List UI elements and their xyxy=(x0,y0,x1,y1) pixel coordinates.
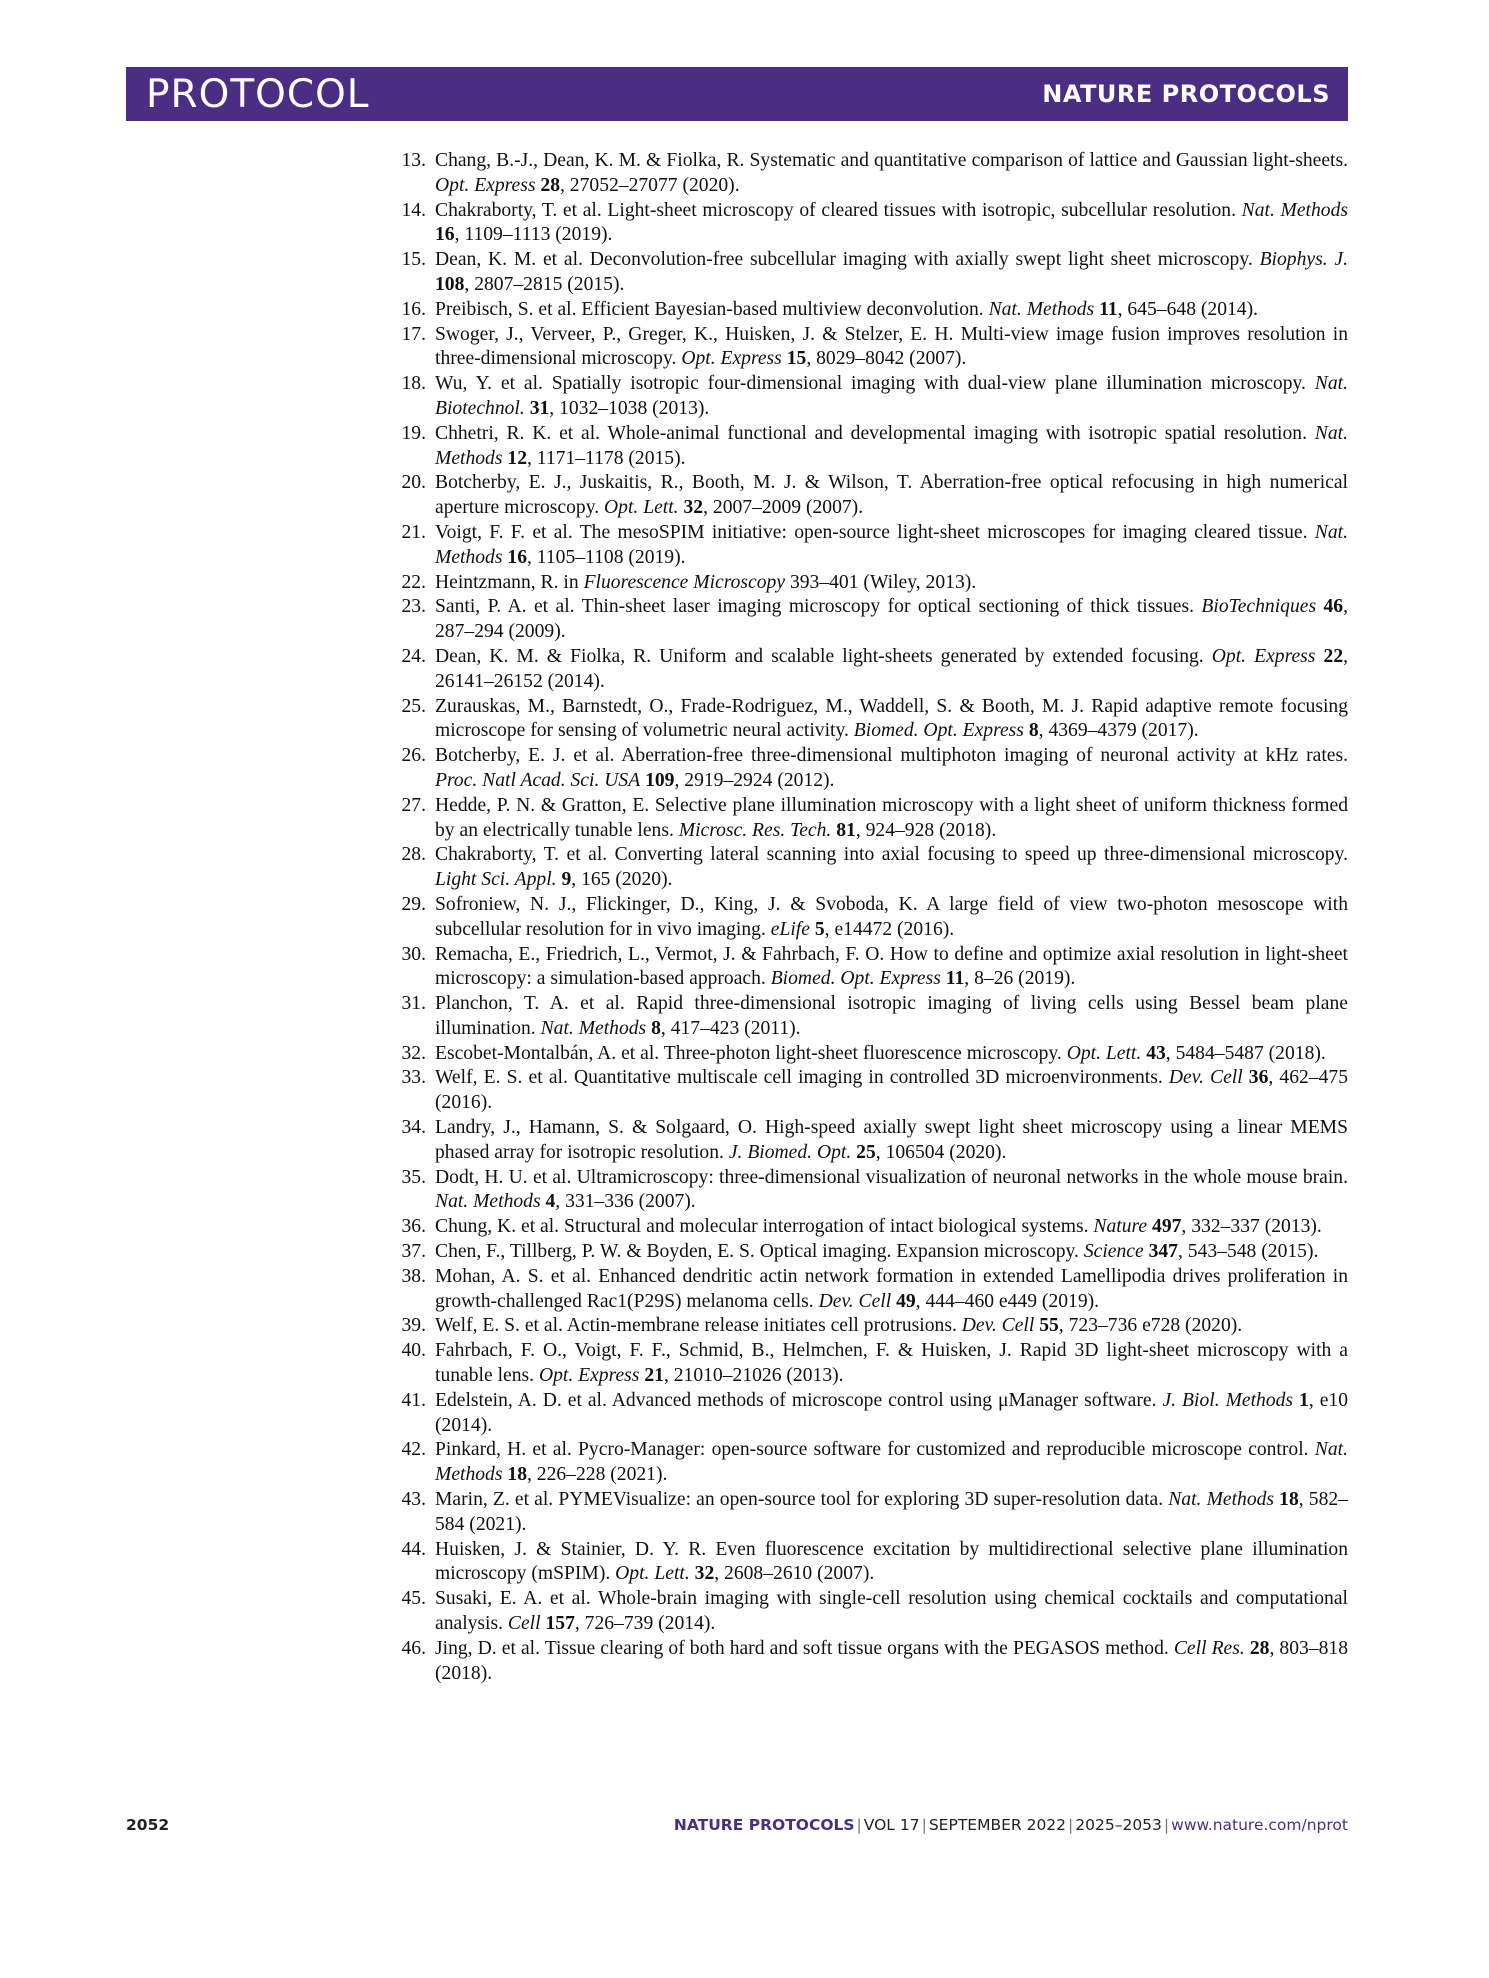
reference-text xyxy=(435,1489,1348,1535)
reference-text xyxy=(435,572,976,593)
reference-segment: Planchon, T. A. et al. Rapid three-dimensional isotropic imaging of living cells using Bessel beam plane illumination. xyxy=(435,993,1348,1039)
reference-number: 20. xyxy=(401,472,426,494)
reference-volume: 11 xyxy=(945,968,965,990)
separator: | xyxy=(856,1816,862,1834)
reference-volume: 8 xyxy=(651,1017,661,1039)
reference-item xyxy=(390,1538,1348,1588)
reference-item xyxy=(390,1265,1348,1315)
reference-volume: 1 xyxy=(1299,1389,1309,1411)
reference-segment: , 723–736 e728 (2020). xyxy=(1058,1315,1243,1337)
reference-segment: , 2007–2009 (2007). xyxy=(703,497,864,519)
reference-journal: Opt. Lett. xyxy=(615,1563,690,1585)
reference-segment: , 21010–21026 (2013). xyxy=(663,1365,844,1387)
reference-segment: Swoger, J., Verveer, P., Greger, K., Huisken, J. & Stelzer, E. H. Multi-view image fusion improves resolution in three-dimensional microscopy. xyxy=(435,323,1348,370)
reference-segment: , 1171–1178 (2015). xyxy=(526,447,686,469)
reference-number: 37. xyxy=(401,1241,426,1263)
reference-segment: , 1105–1108 (2019). xyxy=(526,546,686,568)
reference-segment: , 331–336 (2007). xyxy=(555,1191,696,1213)
reference-segment: Preibisch, S. et al. Efficient Bayesian-based multiview deconvolution. xyxy=(435,298,989,320)
reference-volume: 32 xyxy=(694,1563,715,1585)
reference-text xyxy=(435,646,1348,692)
reference-text xyxy=(435,944,1348,990)
reference-text xyxy=(435,249,1348,295)
reference-segment: , 1032–1038 (2013). xyxy=(549,397,710,419)
reference-number: 42. xyxy=(401,1439,426,1461)
reference-number: 43. xyxy=(401,1489,426,1511)
footer-journal-name: NATURE PROTOCOLS xyxy=(673,1816,855,1834)
reference-segment: Chhetri, R. K. et al. Whole-animal functional and developmental imaging with isotropic spatial resolution. xyxy=(435,422,1315,444)
reference-number: 41. xyxy=(401,1389,426,1411)
reference-volume: 46 xyxy=(1323,596,1344,618)
reference-journal: Dev. Cell xyxy=(818,1290,892,1312)
section-label: PROTOCOL xyxy=(146,71,370,117)
reference-item xyxy=(390,149,1348,199)
reference-segment: , 803–818 (2018). xyxy=(435,1637,1348,1684)
reference-segment: Santi, P. A. et al. Thin-sheet laser imaging microscopy for optical sectioning of thick tissues. xyxy=(435,596,1202,618)
reference-number: 45. xyxy=(401,1588,426,1610)
reference-text xyxy=(435,1043,1326,1064)
reference-segment: , 462–475 (2016). xyxy=(435,1067,1349,1114)
reference-text xyxy=(435,894,1348,940)
reference-volume: 81 xyxy=(836,819,856,841)
reference-volume: 9 xyxy=(561,869,572,891)
reference-segment: , 543–548 (2015). xyxy=(1177,1241,1319,1263)
reference-segment: , 924–928 (2018). xyxy=(855,819,997,841)
reference-number: 16. xyxy=(401,298,426,320)
reference-number: 36. xyxy=(401,1216,426,1238)
reference-text xyxy=(435,1216,1322,1237)
reference-journal: Opt. Express xyxy=(1211,645,1316,667)
reference-journal: Biomed. Opt. Express xyxy=(770,968,941,990)
reference-journal: Nat. Methods xyxy=(435,521,1348,568)
reference-segment: , 2919–2924 (2012). xyxy=(674,769,835,791)
reference-volume: 108 xyxy=(435,273,465,295)
reference-volume: 49 xyxy=(896,1290,916,1312)
reference-segment: , 2608–2610 (2007). xyxy=(714,1563,875,1585)
reference-item xyxy=(390,1240,1348,1265)
reference-text xyxy=(435,299,1258,320)
reference-segment: Remacha, E., Friedrich, L., Vermot, J. & Fahrbach, F. O. How to define and optimize axial resolution in light-sheet microscopy: a simulation-based approach. xyxy=(435,943,1348,990)
footer-pages: 2025–2053 xyxy=(1075,1816,1162,1834)
reference-segment: , 4369–4379 (2017). xyxy=(1038,720,1199,742)
reference-segment: Escobet-Montalbán, A. et al. Three-photon light-sheet fluorescence microscopy. xyxy=(435,1042,1067,1064)
reference-text xyxy=(435,1067,1348,1113)
reference-item xyxy=(390,521,1348,571)
reference-segment: Botcherby, E. J. et al. Aberration-free three-dimensional multiphoton imaging of neuronal activity at kHz rates. xyxy=(435,745,1348,767)
reference-text xyxy=(435,795,1348,841)
reference-text xyxy=(435,596,1348,642)
reference-item xyxy=(390,1215,1348,1240)
reference-item xyxy=(390,1438,1348,1488)
reference-text xyxy=(435,1539,1348,1585)
reference-list xyxy=(390,149,1348,1686)
page-number: 2052 xyxy=(126,1816,170,1834)
header-bar xyxy=(126,67,1348,121)
reference-item xyxy=(390,1066,1348,1116)
reference-journal: Proc. Natl Acad. Sci. USA xyxy=(435,769,641,791)
reference-volume: 55 xyxy=(1039,1315,1059,1337)
reference-segment: , 2807–2815 (2015). xyxy=(464,273,625,295)
reference-journal: Cell xyxy=(507,1613,541,1635)
reference-number: 23. xyxy=(401,596,426,618)
reference-journal: Fluorescence Microscopy xyxy=(583,571,786,593)
reference-journal: Dev. Cell xyxy=(1168,1067,1243,1089)
reference-segment: , 165 (2020). xyxy=(571,869,673,891)
reference-item xyxy=(390,1488,1348,1538)
reference-segment: Edelstein, A. D. et al. Advanced methods of microscope control using μManager software. xyxy=(435,1389,1163,1411)
reference-item xyxy=(390,992,1348,1042)
reference-journal: J. Biomed. Opt. xyxy=(728,1141,852,1163)
reference-journal: Nat. Methods xyxy=(988,298,1095,320)
reference-volume: 109 xyxy=(645,769,675,791)
reference-number: 39. xyxy=(401,1315,426,1337)
reference-text xyxy=(435,844,1348,890)
reference-segment: , 444–460 e449 (2019). xyxy=(915,1290,1100,1312)
reference-number: 19. xyxy=(401,422,426,444)
reference-volume: 5 xyxy=(814,918,825,940)
reference-segment: Huisken, J. & Stainier, D. Y. R. Even fluorescence excitation by multidirectional selective plane illumination microscopy (mSPIM). xyxy=(435,1538,1348,1585)
reference-segment: , 332–337 (2013). xyxy=(1181,1216,1322,1238)
reference-journal: Opt. Express xyxy=(538,1365,640,1387)
reference-item xyxy=(390,595,1348,645)
footer-date: SEPTEMBER 2022 xyxy=(928,1816,1067,1834)
reference-number: 38. xyxy=(401,1265,426,1287)
reference-journal: Dev. Cell xyxy=(961,1315,1035,1337)
reference-segment: Chen, F., Tillberg, P. W. & Boyden, E. S. Optical imaging. Expansion microscopy. xyxy=(435,1241,1084,1263)
reference-segment: , 27052–27077 (2020). xyxy=(560,174,740,196)
reference-segment: Welf, E. S. et al. Quantitative multiscale cell imaging in controlled 3D microenvironments. xyxy=(435,1067,1169,1089)
reference-volume: 347 xyxy=(1148,1241,1178,1263)
reference-text xyxy=(435,1390,1348,1436)
reference-segment: Sofroniew, N. J., Flickinger, D., King, J. & Svoboda, K. A large field of view two-photon mesoscope with subcellular resolution for in vivo imaging. xyxy=(435,893,1348,940)
reference-segment: Zurauskas, M., Barnstedt, O., Frade-Rodriguez, M., Waddell, S. & Booth, M. J. Rapid adaptive remote focusing microscope for sensing of volumetric neural activity. xyxy=(435,695,1348,742)
reference-text xyxy=(435,1588,1348,1634)
reference-item xyxy=(390,1339,1348,1389)
reference-number: 21. xyxy=(401,521,426,543)
reference-volume: 16 xyxy=(435,224,455,246)
reference-journal: Biophys. J. xyxy=(1259,249,1348,271)
reference-segment: , 106504 (2020). xyxy=(875,1141,1007,1163)
reference-journal: Microsc. Res. Tech. xyxy=(678,819,832,841)
reference-segment: , 582–584 (2021). xyxy=(435,1489,1348,1535)
reference-number: 28. xyxy=(401,844,426,866)
reference-journal: Nat. Methods xyxy=(435,1439,1348,1486)
reference-item xyxy=(390,1042,1348,1067)
reference-segment xyxy=(1315,646,1323,667)
reference-item xyxy=(390,372,1348,422)
reference-volume: 36 xyxy=(1248,1067,1269,1089)
reference-segment: , 287–294 (2009). xyxy=(435,596,1348,643)
reference-text xyxy=(435,1241,1318,1262)
reference-volume: 18 xyxy=(507,1464,527,1486)
reference-volume: 4 xyxy=(545,1191,556,1213)
reference-segment: Susaki, E. A. et al. Whole-brain imaging with single-cell resolution using chemical cocktails and computational analysis. xyxy=(435,1588,1348,1635)
reference-segment: Voigt, F. F. et al. The mesoSPIM initiative: open-source light-sheet microscopes for imaging cleared tissue. xyxy=(435,521,1315,543)
reference-journal: Nat. Methods xyxy=(435,422,1348,469)
reference-segment: Chang, B.-J., Dean, K. M. & Fiolka, R. Systematic and quantitative comparison of lattice and Gaussian light-sheets. xyxy=(435,150,1348,171)
reference-number: 44. xyxy=(401,1538,426,1560)
reference-number: 18. xyxy=(401,373,426,395)
footer-volume: VOL 17 xyxy=(863,1816,920,1834)
reference-number: 40. xyxy=(401,1340,426,1362)
reference-segment: Mohan, A. S. et al. Enhanced dendritic actin network formation in extended Lamellipodia drives proliferation in growth-challenged Rac1(P29S) melanoma cells. xyxy=(435,1265,1348,1312)
reference-volume: 16 xyxy=(507,546,527,568)
reference-segment: Jing, D. et al. Tissue clearing of both hard and soft tissue organs with the PEGASOS method. xyxy=(435,1637,1174,1659)
reference-volume: 8 xyxy=(1028,720,1039,742)
reference-number: 24. xyxy=(401,645,426,667)
reference-journal: Nat. Methods xyxy=(1241,199,1348,221)
reference-segment: Botcherby, E. J., Juskaitis, R., Booth, M. J. & Wilson, T. Aberration-free optical refocusing in high numerical aperture microscopy. xyxy=(435,472,1348,519)
reference-journal: eLife xyxy=(770,918,810,940)
reference-item xyxy=(390,1587,1348,1637)
reference-number: 25. xyxy=(401,695,426,717)
reference-journal: J. Biol. Methods xyxy=(1162,1389,1294,1411)
reference-segment: , 8029–8042 (2007). xyxy=(806,348,967,370)
reference-volume: 31 xyxy=(529,397,550,419)
reference-item xyxy=(390,645,1348,695)
reference-item xyxy=(390,1314,1348,1339)
reference-text xyxy=(435,696,1348,742)
reference-volume: 497 xyxy=(1152,1216,1182,1238)
reference-segment: Chung, K. et al. Structural and molecular interrogation of intact biological systems. xyxy=(435,1216,1094,1238)
reference-segment: , 8–26 (2019). xyxy=(964,968,1076,990)
reference-segment: , 645–648 (2014). xyxy=(1117,298,1259,320)
reference-journal: Nat. Methods xyxy=(1168,1489,1275,1511)
reference-segment: Chakraborty, T. et al. Converting lateral scanning into axial focusing to speed up three-dimensional microscopy. xyxy=(435,844,1348,866)
reference-text xyxy=(435,1340,1348,1386)
separator: | xyxy=(1163,1816,1170,1834)
journal-label: NATURE PROTOCOLS xyxy=(1042,80,1330,108)
reference-item xyxy=(390,744,1348,794)
reference-segment: Fahrbach, F. O., Voigt, F. F., Schmid, B., Helmchen, F. & Huisken, J. Rapid 3D light-sheet microscopy with a tunable lens. xyxy=(435,1340,1348,1387)
reference-volume: 21 xyxy=(644,1365,664,1387)
reference-text xyxy=(435,200,1348,246)
reference-segment: , e14472 (2016). xyxy=(824,918,955,940)
reference-segment: Wu, Y. et al. Spatially isotropic four-dimensional imaging with dual-view plane illumination microscopy. xyxy=(435,373,1315,395)
footer-url-link[interactable]: www.nature.com/nprot xyxy=(1171,1816,1348,1834)
reference-text xyxy=(435,1315,1242,1336)
reference-text xyxy=(435,1266,1348,1312)
reference-segment: 393–401 (Wiley, 2013). xyxy=(785,571,977,593)
reference-journal: Nat. Methods xyxy=(540,1017,647,1039)
reference-text xyxy=(435,1167,1348,1213)
reference-number: 30. xyxy=(401,943,426,965)
reference-volume: 18 xyxy=(1279,1489,1299,1511)
reference-journal: Cell Res. xyxy=(1173,1637,1245,1659)
reference-text xyxy=(435,522,1348,568)
reference-volume: 157 xyxy=(545,1613,575,1635)
reference-item xyxy=(390,422,1348,472)
reference-journal: Biomed. Opt. Express xyxy=(853,720,1024,742)
reference-segment: , 5484–5487 (2018). xyxy=(1165,1042,1326,1064)
reference-journal: Nat. Methods xyxy=(435,1191,541,1213)
reference-journal: Opt. Express xyxy=(435,174,536,196)
reference-segment: Hedde, P. N. & Gratton, E. Selective plane illumination microscopy with a light sheet of uniform thickness formed by an electrically tunable lens. xyxy=(435,794,1348,841)
reference-segment: , 417–423 (2011). xyxy=(660,1017,801,1039)
reference-text xyxy=(435,1638,1348,1684)
reference-item xyxy=(390,794,1348,844)
reference-number: 15. xyxy=(401,249,426,271)
reference-number: 17. xyxy=(401,323,426,345)
reference-item xyxy=(390,571,1348,596)
separator: | xyxy=(1068,1816,1074,1834)
reference-item xyxy=(390,298,1348,323)
reference-number: 27. xyxy=(401,794,426,816)
reference-number: 22. xyxy=(401,571,426,593)
reference-volume: 32 xyxy=(683,497,704,519)
reference-number: 34. xyxy=(401,1117,426,1139)
reference-item xyxy=(390,199,1348,249)
page-footer xyxy=(126,1816,1348,1840)
reference-volume: 25 xyxy=(856,1141,876,1163)
separator: | xyxy=(921,1816,927,1834)
reference-segment: , 26141–26152 (2014). xyxy=(435,645,1349,692)
reference-item xyxy=(390,471,1348,521)
reference-text xyxy=(435,745,1348,791)
reference-item xyxy=(390,843,1348,893)
reference-segment: , 1109–1113 (2019). xyxy=(454,224,613,246)
reference-number: 31. xyxy=(401,993,426,1015)
reference-volume: 28 xyxy=(1249,1637,1270,1659)
reference-segment: Landry, J., Hamann, S. & Solgaard, O. High-speed axially swept light sheet microscopy using a linear MEMS phased array for isotropic resolution. xyxy=(435,1117,1348,1163)
reference-number: 26. xyxy=(401,745,426,767)
reference-segment: , e10 (2014). xyxy=(435,1389,1349,1436)
reference-segment: , 726–739 (2014). xyxy=(574,1613,716,1635)
reference-journal: Opt. Lett. xyxy=(1066,1042,1142,1064)
reference-item xyxy=(390,943,1348,993)
reference-journal: Light Sci. Appl. xyxy=(435,869,557,891)
reference-text xyxy=(435,472,1348,518)
reference-segment: , 226–228 (2021). xyxy=(526,1464,668,1486)
reference-journal: Opt. Lett. xyxy=(604,497,679,519)
reference-segment: Dean, K. M. et al. Deconvolution-free subcellular imaging with axially swept light sheet microscopy. xyxy=(435,249,1260,271)
reference-number: 46. xyxy=(401,1637,426,1659)
reference-number: 32. xyxy=(401,1042,426,1064)
reference-journal: Nature xyxy=(1093,1216,1148,1238)
reference-number: 13. xyxy=(401,150,426,171)
reference-segment: Dodt, H. U. et al. Ultramicroscopy: three-dimensional visualization of neuronal networks in the whole mouse brain. xyxy=(435,1166,1348,1188)
reference-journal: BioTechniques xyxy=(1201,596,1317,618)
reference-text xyxy=(435,423,1348,469)
reference-journal: Nat. Biotechnol. xyxy=(435,373,1348,419)
reference-segment: Dean, K. M. & Fiolka, R. Uniform and scalable light-sheets generated by extended focusing. xyxy=(435,645,1212,667)
reference-item xyxy=(390,695,1348,745)
reference-segment: Welf, E. S. et al. Actin-membrane release initiates cell protrusions. xyxy=(435,1315,962,1337)
reference-item xyxy=(390,1166,1348,1216)
reference-journal: Science xyxy=(1083,1241,1144,1263)
reference-text xyxy=(435,373,1348,419)
reference-item xyxy=(390,1116,1348,1166)
reference-item xyxy=(390,323,1348,373)
reference-number: 29. xyxy=(401,893,426,915)
reference-item xyxy=(390,1637,1348,1687)
reference-number: 14. xyxy=(401,199,426,221)
reference-segment: Marin, Z. et al. PYMEVisualize: an open-source tool for exploring 3D super-resolution data. xyxy=(435,1489,1169,1511)
journal-info xyxy=(674,1816,1348,1834)
reference-segment: Chakraborty, T. et al. Light-sheet microscopy of cleared tissues with isotropic, subcellular resolution. xyxy=(435,199,1242,221)
reference-segment: Pinkard, H. et al. Pycro-Manager: open-source software for customized and reproducible microscope control. xyxy=(435,1439,1315,1461)
reference-volume: 12 xyxy=(507,447,527,469)
reference-number: 33. xyxy=(401,1067,426,1089)
reference-text xyxy=(435,1117,1348,1163)
reference-number: 35. xyxy=(401,1166,426,1188)
reference-item xyxy=(390,1389,1348,1439)
reference-text xyxy=(435,324,1348,370)
reference-text xyxy=(435,1439,1348,1485)
reference-volume: 43 xyxy=(1146,1042,1166,1064)
reference-text xyxy=(435,993,1348,1039)
reference-volume: 28 xyxy=(540,174,560,196)
reference-volume: 15 xyxy=(786,348,807,370)
reference-volume: 11 xyxy=(1099,298,1118,320)
reference-volume: 22 xyxy=(1323,645,1344,667)
reference-segment: Heintzmann, R. in xyxy=(435,571,584,593)
reference-item xyxy=(390,248,1348,298)
reference-text xyxy=(435,150,1348,196)
reference-journal: Opt. Express xyxy=(681,348,782,370)
reference-item xyxy=(390,893,1348,943)
